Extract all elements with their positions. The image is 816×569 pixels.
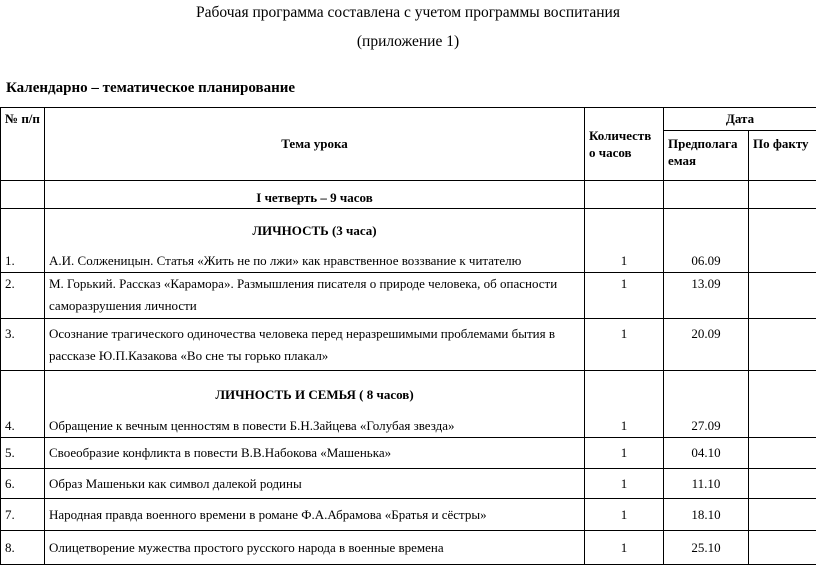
table-row: [1, 319, 816, 371]
row-topic: ЛИЧНОСТЬ И СЕМЬЯ ( 8 часов) Обращение к вечным ценностям в повести Б.Н.Зайцева «Голубая звезда»: [45, 371, 585, 438]
program-note: Рабочая программа составлена с учетом программы воспитания: [196, 4, 620, 21]
row-date: 11.10: [664, 469, 749, 499]
group-title: ЛИЧНОСТЬ И СЕМЬЯ ( 8 часов): [215, 387, 414, 402]
row-topic: Своеобразие конфликта в повести В.В.Набокова «Машенька»: [45, 438, 585, 469]
quarter-title: I четверть – 9 часов: [45, 181, 585, 209]
row-num: 6.: [1, 469, 45, 499]
col-actual-header: По факту: [749, 131, 816, 181]
row-topic: Народная правда военного времени в романе Ф.А.Абрамова «Братья и сёстры»: [45, 499, 585, 531]
row-topic: ЛИЧНОСТЬ (3 часа) А.И. Солженицын. Статья «Жить не по лжи» как нравственное воззвание к читателю: [45, 209, 585, 273]
row-num: 8.: [1, 531, 45, 565]
row-date: 06.09: [664, 209, 749, 273]
row-hours: 1: [585, 371, 664, 438]
lesson-plan-table: [0, 107, 816, 565]
table-row: [1, 273, 816, 319]
table-row: [1, 209, 816, 273]
row-num: 1.: [1, 209, 45, 273]
table-row: [1, 499, 816, 531]
row-date: 04.10: [664, 438, 749, 469]
table-row: [1, 531, 816, 565]
row-date: 27.09: [664, 371, 749, 438]
row-date: 20.09: [664, 319, 749, 371]
row-num: 5.: [1, 438, 45, 469]
row-date: 13.09: [664, 273, 749, 319]
section-title: Календарно – тематическое планирование: [6, 80, 296, 96]
quarter-row: [1, 181, 816, 209]
row-num: 3.: [1, 319, 45, 371]
col-topic-header: Тема урока: [45, 108, 585, 181]
row-topic: Образ Машеньки как символ далекой родины: [45, 469, 585, 499]
table-row: [1, 438, 816, 469]
row-num: 7.: [1, 499, 45, 531]
table-row: [1, 371, 816, 438]
row-hours: 1: [585, 209, 664, 273]
row-hours: 1: [585, 531, 664, 565]
row-num: 4.: [1, 371, 45, 438]
row-topic: Олицетворение мужества простого русского народа в военные времена: [45, 531, 585, 565]
row-num: 2.: [1, 273, 45, 319]
row-hours: 1: [585, 438, 664, 469]
col-num-header: № п/п: [1, 108, 45, 181]
col-planned-header: Предполага емая: [664, 131, 749, 181]
row-topic: М. Горький. Рассказ «Карамора». Размышления писателя о природе человека, об опасности саморазрушения личности: [45, 273, 585, 319]
row-hours: 1: [585, 273, 664, 319]
table-row: [1, 469, 816, 499]
row-hours: 1: [585, 319, 664, 371]
col-date-header: Дата: [664, 108, 816, 131]
group-title: ЛИЧНОСТЬ (3 часа): [252, 223, 377, 238]
row-date: 18.10: [664, 499, 749, 531]
row-date: 25.10: [664, 531, 749, 565]
table-header-row: [1, 108, 816, 131]
row-hours: 1: [585, 469, 664, 499]
appendix-note: (приложение 1): [356, 33, 460, 50]
row-hours: 1: [585, 499, 664, 531]
row-topic: Осознание трагического одиночества человека перед неразрешимыми проблемами бытия в рассказе Ю.П.Казакова «Во сне ты горько плакал»: [45, 319, 585, 371]
col-hours-header: Количеств о часов: [585, 108, 664, 181]
